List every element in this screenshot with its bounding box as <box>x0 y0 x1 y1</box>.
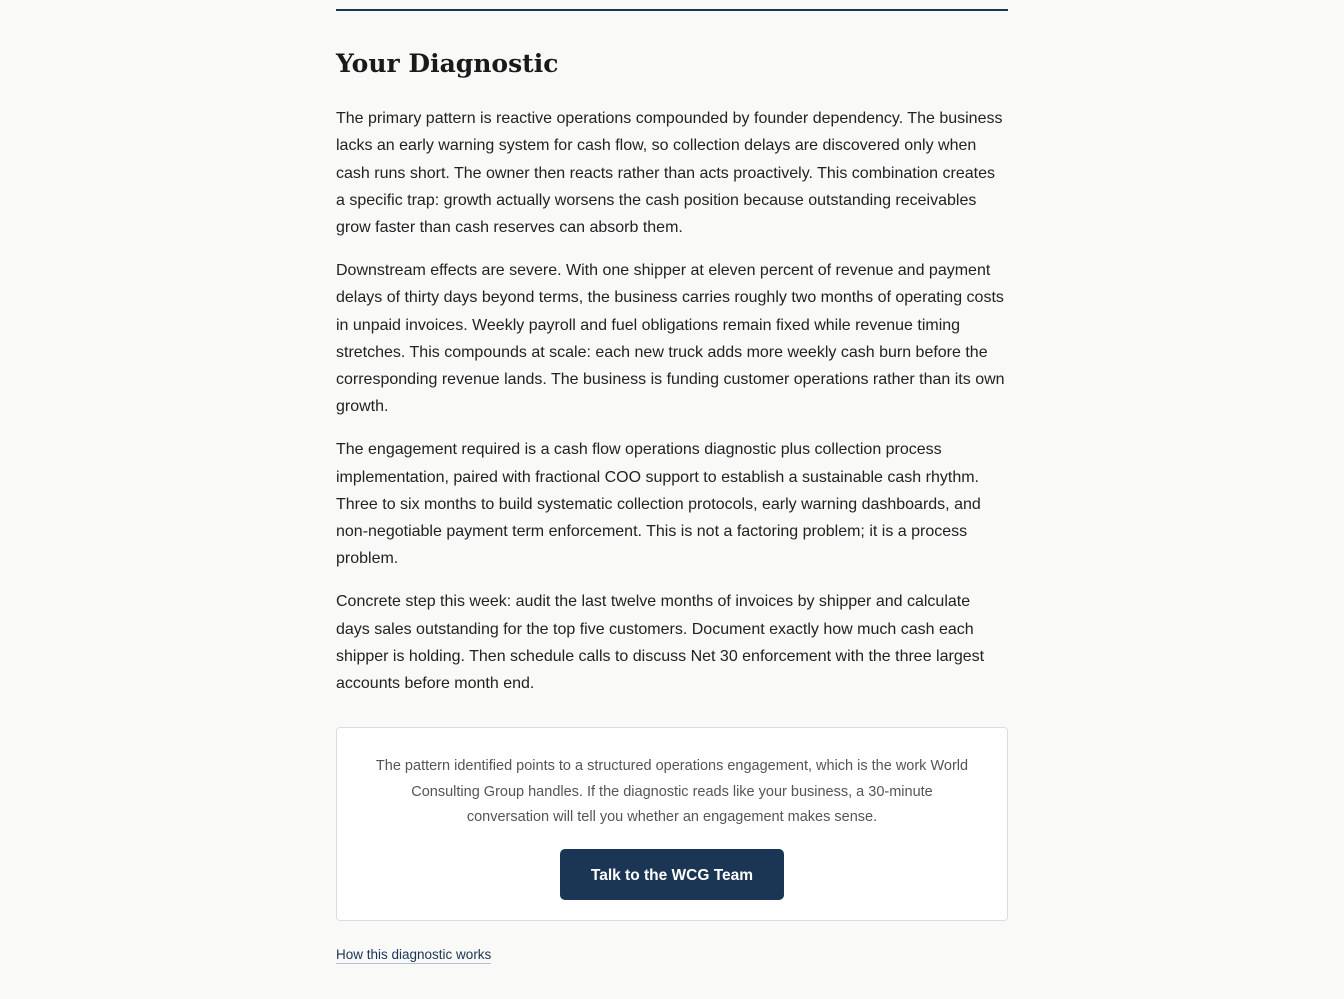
cta-description: The pattern identified points to a structured operations engagement, which is the work World Consulting Group handles. If the diagnostic reads like your business, a 30-minute conversation will tell you whether an engagement makes sense. <box>375 758 969 826</box>
page-title: Your Diagnostic <box>336 49 559 78</box>
diagnostic-paragraph: Concrete step this week: audit the last twelve months of invoices by shipper and calculate days sales outstanding for the top five customers. Document exactly how much cash each shipper is holding. Then schedule calls to discuss Net 30 enforcement with the three largest accounts before month end. <box>336 593 985 693</box>
cta-card <box>336 727 1008 921</box>
diagnostic-paragraph: The primary pattern is reactive operations compounded by founder dependency. The business lacks an early warning system for cash flow, so collection delays are discovered only when cash runs short. The owner then reacts rather than acts proactively. This combination creates a specific trap: growth actually worsens the cash position because outstanding receivables grow faster than cash reserves can absorb them. <box>336 110 1003 237</box>
diagnostic-paragraph: The engagement required is a cash flow operations diagnostic plus collection process implementation, paired with fractional COO support to establish a sustainable cash rhythm. Three to six months to build systematic collection protocols, early warning dashboards, and non-negotiable payment term enforcement. This is not a factoring problem; it is a process problem. <box>336 441 981 568</box>
diagnostic-paragraph: Downstream effects are severe. With one shipper at eleven percent of revenue and payment delays of thirty days beyond terms, the business carries roughly two months of operating costs in unpaid invoices. Weekly payroll and fuel obligations remain fixed while revenue timing stretches. This compounds at scale: each new truck adds more weekly cash burn before the corresponding revenue lands. The business is funding customer operations rather than its own growth. <box>336 261 1005 416</box>
how-diagnostic-works-link[interactable]: How this diagnostic works <box>336 947 492 963</box>
talk-to-team-button[interactable]: Talk to the WCG Team <box>560 849 784 900</box>
top-divider <box>336 9 1008 11</box>
diagnostic-container <box>336 0 1008 964</box>
diagnostic-body <box>336 105 1008 697</box>
